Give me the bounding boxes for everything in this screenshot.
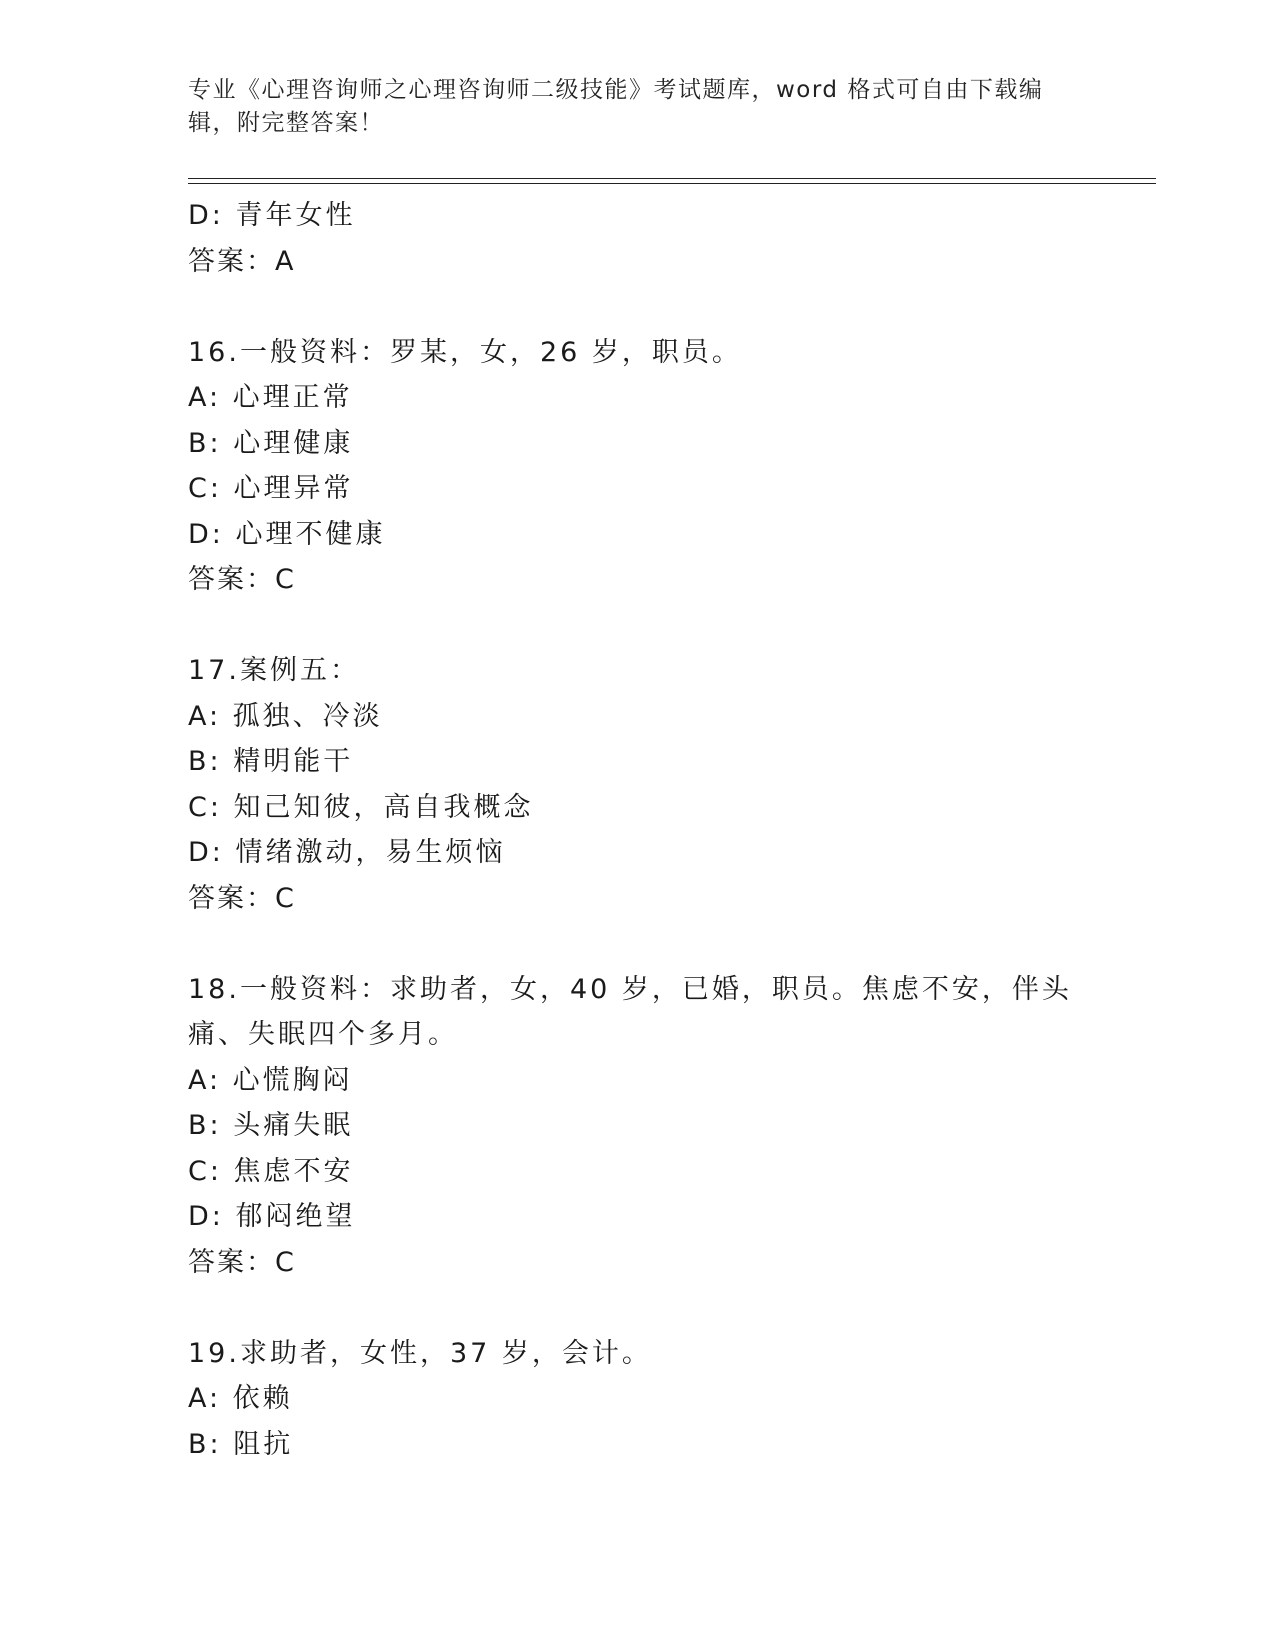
option-a: A: 心理正常 [188, 382, 353, 413]
option-b: B: 阻抗 [188, 1428, 294, 1460]
option-a: A: 孤独、冷淡 [188, 700, 383, 732]
option-a: A: 心慌胸闷 [188, 1064, 353, 1096]
answer-line: 答案：A [188, 245, 296, 277]
header-title: 专业《心理咨询师之心理咨询师二级技能》考试题库，word 格式可自由下载编辑，附完整答案！ [188, 77, 1044, 136]
previous-question-tail [188, 193, 1118, 284]
option-a: A: 依赖 [188, 1383, 293, 1414]
spacer [188, 921, 1118, 967]
header-divider-bottom [188, 183, 1156, 184]
option-b: B: 精明能干 [188, 746, 354, 777]
question-stem: 18.一般资料：求助者，女，40 岁，已婚，职员。焦虑不安，伴头痛、失眠四个多月。 [188, 973, 1072, 1050]
option-c: C: 知己知彼，高自我概念 [188, 791, 534, 823]
option-d: D: 郁闷绝望 [188, 1201, 356, 1232]
question-stem: 17.案例五： [188, 655, 360, 686]
spacer [188, 284, 1118, 330]
question-17 [188, 648, 1118, 921]
answer-line: 答案：C [188, 882, 296, 914]
question-stem: 16.一般资料：罗某，女，26 岁，职员。 [188, 336, 742, 368]
option-c: C: 焦虑不安 [188, 1155, 354, 1187]
option-b: B: 心理健康 [188, 427, 354, 459]
option-c: C: 心理异常 [188, 473, 354, 504]
option-d: D: 青年女性 [188, 200, 356, 231]
answer-line: 答案：C [188, 564, 296, 595]
spacer [188, 603, 1118, 649]
document-header [188, 74, 1078, 140]
question-18 [188, 967, 1118, 1286]
option-b: B: 头痛失眠 [188, 1110, 354, 1141]
spacer [188, 1285, 1118, 1331]
option-d: D: 情绪激动，易生烦恼 [188, 837, 506, 868]
question-19 [188, 1331, 1118, 1468]
question-list [188, 193, 1118, 1467]
question-stem: 19.求助者，女性，37 岁，会计。 [188, 1337, 652, 1369]
answer-line: 答案：C [188, 1246, 296, 1278]
question-16 [188, 330, 1118, 603]
option-d: D: 心理不健康 [188, 518, 386, 550]
header-divider-top [188, 178, 1156, 179]
